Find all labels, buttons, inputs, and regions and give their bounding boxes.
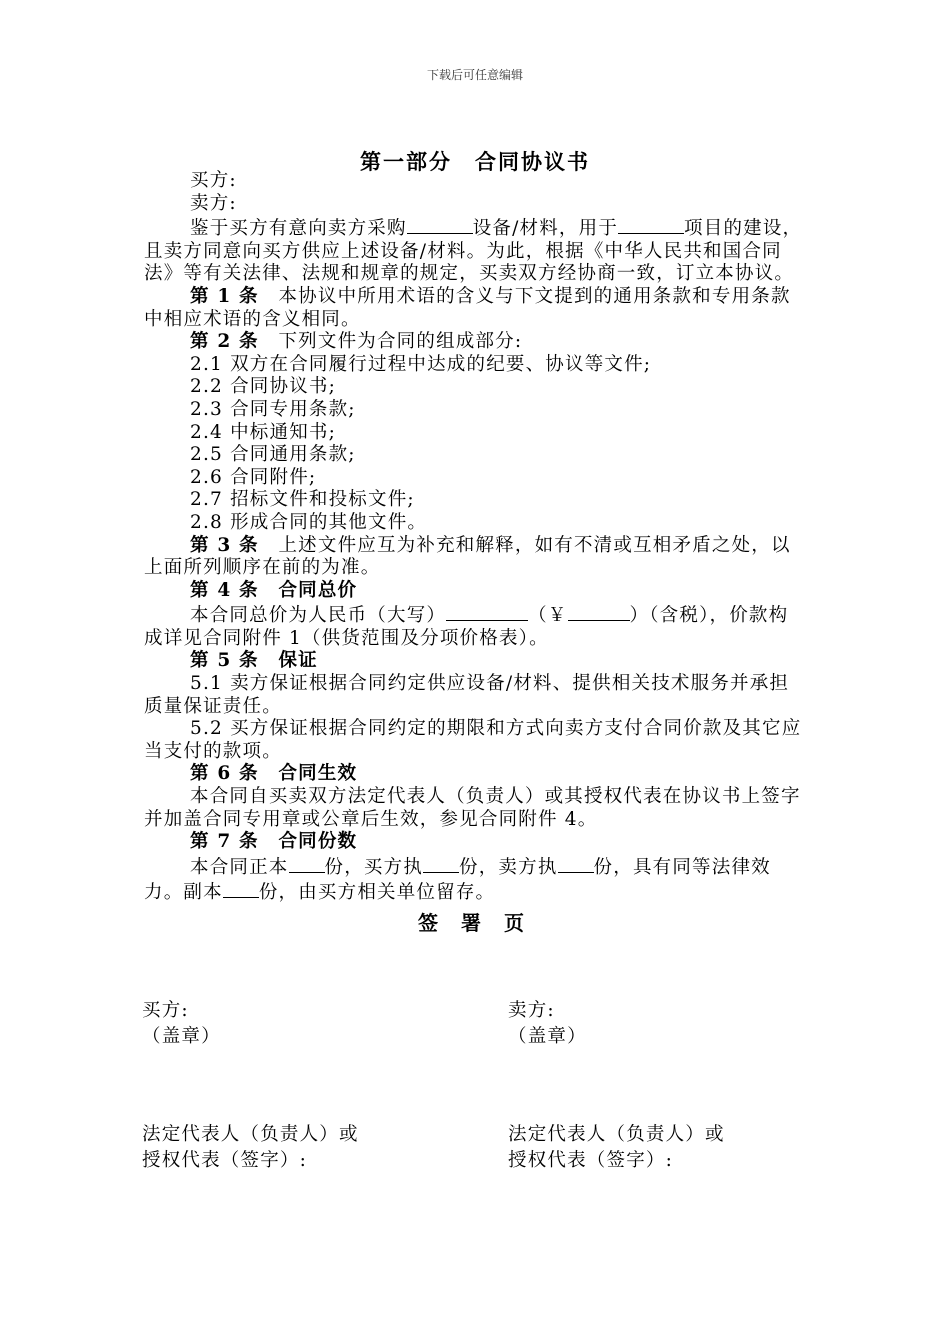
seller-rep-line2: 授权代表（签字）: bbox=[508, 1150, 674, 1171]
list-item: 2.3 合同专用条款; bbox=[190, 398, 356, 420]
article-6-heading: 第 6 条 合同生效 bbox=[190, 763, 358, 785]
seller-sign-label: 卖方: bbox=[508, 1000, 555, 1021]
seller-stamp-label: （盖章） bbox=[508, 1026, 587, 1047]
article-7-text-2: 份，买方执 bbox=[324, 856, 424, 878]
buyer-stamp-label: （盖章） bbox=[142, 1026, 221, 1047]
agreement-body bbox=[144, 170, 808, 905]
blank-project bbox=[618, 215, 684, 234]
list-item: 2.7 招标文件和投标文件; bbox=[190, 489, 415, 511]
signature-page-title: 签 署 页 bbox=[418, 911, 532, 935]
article-6-text: 本合同自买卖双方法定代表人（负责人）或其授权代表在协议书上签字并加盖合同专用章或公章后生效，参见合同附件 4。 bbox=[144, 786, 801, 830]
article-5-item-1: 5.1 卖方保证根据合同约定供应设备/材料、提供相关技术服务并承担质量保证责任。 bbox=[144, 673, 790, 717]
article-1 bbox=[144, 286, 808, 331]
page-title: 第一部分 合同协议书 bbox=[360, 149, 590, 174]
blank-seller-count bbox=[558, 854, 594, 873]
list-item: 2.2 合同协议书; bbox=[190, 376, 337, 398]
article-7-text bbox=[144, 854, 808, 905]
article-7-heading: 第 7 条 合同份数 bbox=[190, 831, 358, 853]
article-3 bbox=[144, 535, 808, 580]
buyer-rep-line1: 法定代表人（负责人）或 bbox=[142, 1124, 359, 1145]
buyer-representative-block bbox=[142, 1122, 359, 1174]
list-item: 2.8 形成合同的其他文件。 bbox=[190, 511, 428, 533]
list-item: 2.1 双方在合同履行过程中达成的纪要、协议等文件; bbox=[190, 353, 652, 375]
blank-price-words bbox=[446, 602, 528, 621]
list-item: 2.6 合同附件; bbox=[190, 466, 317, 488]
article-7-text-4: 份，具有同等法律效力。副本 bbox=[144, 856, 771, 904]
article-1-text: 本协议中所用术语的含义与下文提到的通用条款和专用条款中相应术语的含义相同。 bbox=[144, 285, 791, 330]
article-4-text-1: 本合同总价为人民币（大写） bbox=[190, 605, 447, 627]
blank-price-number bbox=[568, 602, 630, 621]
article-7-text-5: 份，由买方相关单位留存。 bbox=[258, 882, 496, 904]
article-2 bbox=[144, 331, 808, 354]
blank-equipment bbox=[407, 215, 473, 234]
article-7-text-3: 份，卖方执 bbox=[459, 856, 558, 878]
intro-text-2: 设备/材料，用于 bbox=[472, 218, 619, 240]
blank-original-count bbox=[289, 854, 325, 873]
article-2-text: 下列文件为合同的组成部分: bbox=[258, 331, 523, 353]
seller-label: 卖方: bbox=[190, 192, 237, 214]
article-4-text-2: （￥ bbox=[528, 605, 568, 627]
article-3-text: 上述文件应互为补充和解释，如有不清或互相矛盾之处，以上面所列顺序在前的为准。 bbox=[144, 534, 791, 579]
article-7-text-1: 本合同正本 bbox=[190, 856, 289, 878]
seller-rep-line1: 法定代表人（负责人）或 bbox=[508, 1124, 725, 1145]
seller-representative-block bbox=[508, 1122, 725, 1174]
buyer-signature-block bbox=[142, 998, 221, 1050]
article-5-heading: 第 5 条 保证 bbox=[190, 650, 318, 672]
article-4-text bbox=[144, 602, 808, 650]
buyer-label: 买方: bbox=[190, 170, 237, 191]
header-note: 下载后可任意编辑 bbox=[426, 68, 523, 82]
blank-copy-count bbox=[223, 879, 259, 898]
list-item: 2.5 合同通用条款; bbox=[190, 444, 356, 466]
article-1-heading: 第 1 条 bbox=[190, 285, 259, 307]
blank-buyer-count bbox=[423, 854, 459, 873]
intro-text-3: 项目的建设，且卖方同意向买方供应上述设备/材料。为此，根据《中华人民共和国合同法》等有关法律、法规和规章的规定，买卖双方经协商一致，订立本协议。 bbox=[144, 218, 803, 285]
list-item: 2.4 中标通知书; bbox=[190, 421, 337, 443]
article-4-heading: 第 4 条 合同总价 bbox=[190, 579, 358, 601]
article-3-heading: 第 3 条 bbox=[190, 534, 259, 556]
intro-text-1: 鉴于买方有意向卖方采购 bbox=[190, 218, 407, 240]
article-2-heading: 第 2 条 bbox=[190, 331, 259, 353]
article-4-text-3: ）（含税），价款构成详见合同附件 1（供货范围及分项价格表）。 bbox=[144, 605, 789, 649]
buyer-rep-line2: 授权代表（签字）: bbox=[142, 1150, 308, 1171]
seller-signature-block bbox=[508, 998, 587, 1050]
buyer-sign-label: 买方: bbox=[142, 1000, 189, 1021]
intro-paragraph bbox=[144, 215, 808, 286]
article-5-item-2: 5.2 买方保证根据合同约定的期限和方式向卖方支付合同价款及其它应当支付的款项。 bbox=[144, 718, 802, 762]
